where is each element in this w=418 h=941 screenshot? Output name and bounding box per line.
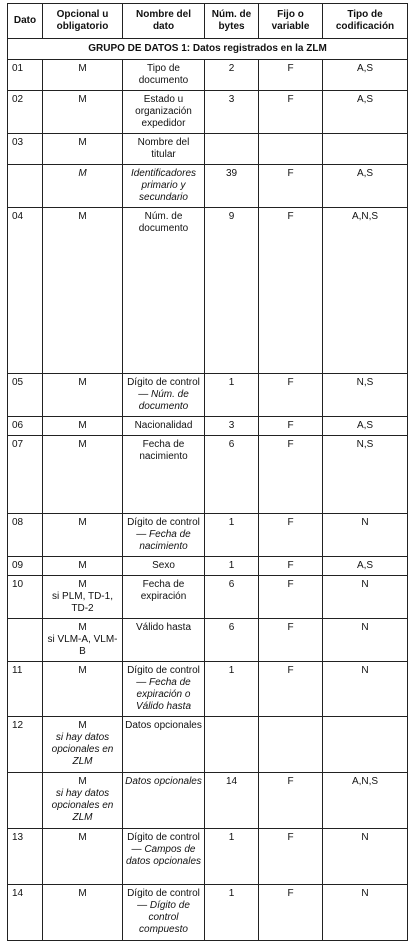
fijo-cell: F [259,773,323,829]
group-row [8,39,408,60]
dato-cell: 08 [8,514,43,557]
table-row [8,134,408,165]
nombre-cell: Dígito de control — Dígito de control compuesto [123,885,205,941]
nombre-cell: Fecha de nacimiento [123,436,205,514]
opcional-cell: M [43,60,123,91]
nombre-cell: Fecha de expiración [123,576,205,619]
opcional-cell: M si PLM, TD-1, TD-2 [43,576,123,619]
tipo-cell: N [323,514,408,557]
bytes-cell: 3 [205,417,259,436]
bytes-cell: 6 [205,576,259,619]
dato-cell: 01 [8,60,43,91]
opcional-cell: M [43,374,123,417]
bytes-cell: 1 [205,374,259,417]
opcional-cell: M [43,514,123,557]
fijo-cell: F [259,619,323,662]
nombre-cell: Nombre del titular [123,134,205,165]
opcional-cell: M [43,829,123,885]
dato-cell: 11 [8,662,43,717]
tipo-cell: N [323,885,408,941]
nombre-cell: Identificadores primario y secundario [123,165,205,208]
nombre-cell: Datos opcionales [123,717,205,773]
fijo-cell: F [259,436,323,514]
tipo-cell: N [323,619,408,662]
opcional-cell: M [43,91,123,134]
fijo-cell [259,134,323,165]
dato-cell: 05 [8,374,43,417]
table-row [8,619,408,662]
nombre-cell: Nacionalidad [123,417,205,436]
dato-cell: 06 [8,417,43,436]
header-row [8,4,408,39]
table-row [8,436,408,514]
dato-cell: 14 [8,885,43,941]
table-row [8,165,408,208]
nombre-cell: Dígito de control — Núm. de documento [123,374,205,417]
tipo-cell [323,717,408,773]
fijo-cell: F [259,208,323,374]
fijo-cell: F [259,662,323,717]
nombre-cell: Núm. de documento [123,208,205,374]
bytes-cell: 14 [205,773,259,829]
tipo-cell [323,134,408,165]
bytes-cell [205,717,259,773]
fijo-cell: F [259,514,323,557]
bytes-cell [205,134,259,165]
nombre-cell: Válido hasta [123,619,205,662]
dato-cell [8,773,43,829]
nombre-cell: Dígito de control — Fecha de expiración o Válido hasta [123,662,205,717]
nombre-cell: Sexo [123,557,205,576]
table-row [8,417,408,436]
tipo-cell: A,S [323,165,408,208]
bytes-cell: 1 [205,662,259,717]
fijo-cell: F [259,374,323,417]
opcional-cell: M [43,662,123,717]
fijo-cell: F [259,576,323,619]
opcional-cell: M [43,885,123,941]
opcional-cell: M [43,436,123,514]
dato-cell: 09 [8,557,43,576]
table-row [8,717,408,773]
bytes-cell: 9 [205,208,259,374]
dato-cell: 07 [8,436,43,514]
opcional-cell: M [43,557,123,576]
header-nombre: Nombre del dato [123,4,205,39]
bytes-cell: 1 [205,557,259,576]
opcional-cell: M si hay datos opcionales en ZLM [43,717,123,773]
tipo-cell: A,N,S [323,208,408,374]
fijo-cell: F [259,165,323,208]
table-row [8,557,408,576]
bytes-cell: 1 [205,514,259,557]
fijo-cell: F [259,60,323,91]
dato-cell: 02 [8,91,43,134]
data-table [7,3,408,941]
bytes-cell: 3 [205,91,259,134]
dato-cell: 12 [8,717,43,773]
table-row [8,773,408,829]
dato-cell: 03 [8,134,43,165]
dato-cell: 10 [8,576,43,619]
tipo-cell: N [323,829,408,885]
dato-cell [8,165,43,208]
nombre-cell: Dígito de control — Campos de datos opcionales [123,829,205,885]
bytes-cell: 1 [205,885,259,941]
dato-cell: 13 [8,829,43,885]
bytes-cell: 2 [205,60,259,91]
tipo-cell: N,S [323,374,408,417]
bytes-cell: 6 [205,436,259,514]
tipo-cell: A,S [323,91,408,134]
header-fijo: Fijo o variable [259,4,323,39]
fijo-cell: F [259,557,323,576]
tipo-cell: A,S [323,557,408,576]
header-bytes: Núm. de bytes [205,4,259,39]
group-title: GRUPO DE DATOS 1: Datos registrados en la ZLM [8,39,408,60]
fijo-cell: F [259,91,323,134]
tipo-cell: N [323,662,408,717]
bytes-cell: 6 [205,619,259,662]
table-row [8,829,408,885]
opcional-cell: M [43,165,123,208]
opcional-cell: M [43,208,123,374]
table-row [8,662,408,717]
tipo-cell: A,S [323,60,408,91]
opcional-cell: M [43,417,123,436]
tipo-cell: A,N,S [323,773,408,829]
opcional-cell: M si VLM-A, VLM-B [43,619,123,662]
nombre-cell: Estado u organización expedidor [123,91,205,134]
nombre-cell: Tipo de documento [123,60,205,91]
table-row [8,576,408,619]
tipo-cell: A,S [323,417,408,436]
dato-cell [8,619,43,662]
bytes-cell: 1 [205,829,259,885]
opcional-cell: M [43,134,123,165]
fijo-cell: F [259,829,323,885]
nombre-cell: Dígito de control — Fecha de nacimiento [123,514,205,557]
table-row [8,514,408,557]
table-row [8,91,408,134]
opcional-cell: M si hay datos opcionales en ZLM [43,773,123,829]
nombre-cell: Datos opcionales [123,773,205,829]
header-tipo: Tipo de codificación [323,4,408,39]
table-row [8,885,408,941]
tipo-cell: N,S [323,436,408,514]
table-row [8,374,408,417]
bytes-cell: 39 [205,165,259,208]
fijo-cell: F [259,417,323,436]
table-row [8,60,408,91]
header-dato: Dato [8,4,43,39]
fijo-cell: F [259,885,323,941]
header-opcional: Opcional u obligatorio [43,4,123,39]
table-row [8,208,408,374]
dato-cell: 04 [8,208,43,374]
fijo-cell [259,717,323,773]
tipo-cell: N [323,576,408,619]
